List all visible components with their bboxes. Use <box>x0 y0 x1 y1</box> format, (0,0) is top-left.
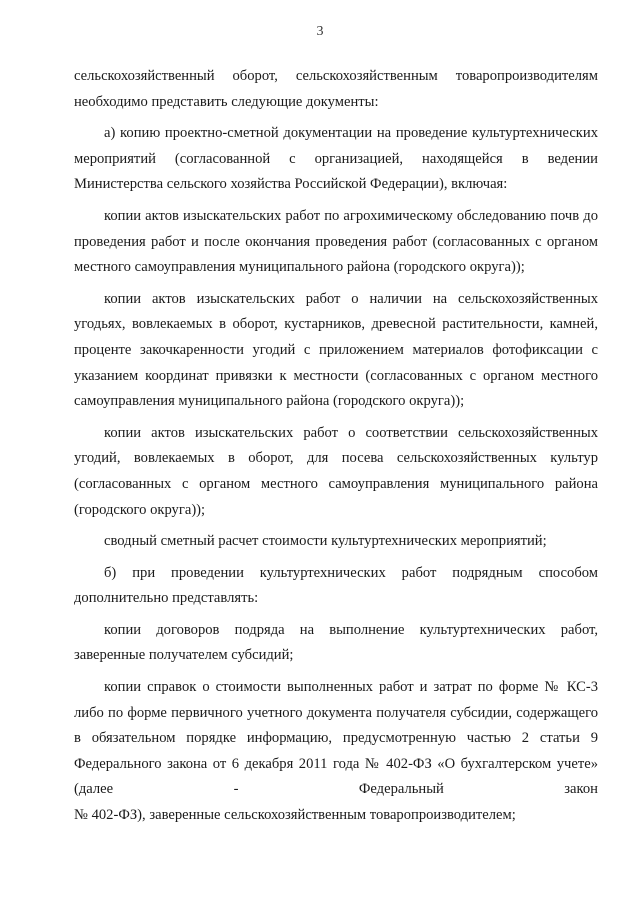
paragraph-ks3: копии справок о стоимости выполненных работ и затрат по форме № КС-3 либо по форме первичного учетного документа получателя субсидии, содержащего в обязательном порядке информацию, предусмотренную частью 2 статьи 9 Федерального закона от 6 декабря 2011 года № 402-ФЗ «О бухгалтерском учете» (далее - Федеральный закон <box>74 679 598 798</box>
paragraph-ks3-end: № 402-ФЗ), заверенные сельскохозяйственным товаропроизводителем; <box>74 807 516 824</box>
paragraph-intro: сельскохозяйственный оборот, сельскохозяйственным товаропроизводителям необходимо представить следующие документы: <box>74 68 598 110</box>
paragraph-shrubs-acts: копии актов изыскательских работ о наличии на сельскохозяйственных угодьях, вовлекаемых в оборот, кустарников, древесной растительности, камней, проценте закочкаренности угодий с приложением материалов фотофиксации с указанием координат привязки к местности (согласованных с органом местного самоуправления муниципального района (городского округа)); <box>74 290 598 410</box>
paragraph-item-b: б) при проведении культуртехнических работ подрядным способом дополнительно представлять: <box>74 564 598 607</box>
paragraph-estimate: сводный сметный расчет стоимости культуртехнических мероприятий; <box>104 533 547 550</box>
document-body <box>74 64 598 829</box>
paragraph-item-a: а) копию проектно-сметной документации на проведение культуртехнических мероприятий (согласованной с организацией, находящейся в ведении Министерства сельского хозяйства Российской Федерации), включая: <box>74 125 598 193</box>
paragraph-conformity-acts: копии актов изыскательских работ о соответствии сельскохозяйственных угодий, вовлекаемых в оборот, для посева сельскохозяйственных культур (согласованных с органом местного самоуправления муниципального района (городского округа)); <box>74 424 598 518</box>
paragraph-agrochem-acts: копии актов изыскательских работ по агрохимическому обследованию почв до проведения работ и после окончания проведения работ (согласованных с органом местного самоуправления муниципального района (городского округа)); <box>74 207 598 276</box>
page-number: 3 <box>316 24 324 39</box>
paragraph-contracts: копии договоров подряда на выполнение культуртехнических работ, заверенные получателем субсидий; <box>74 621 598 664</box>
